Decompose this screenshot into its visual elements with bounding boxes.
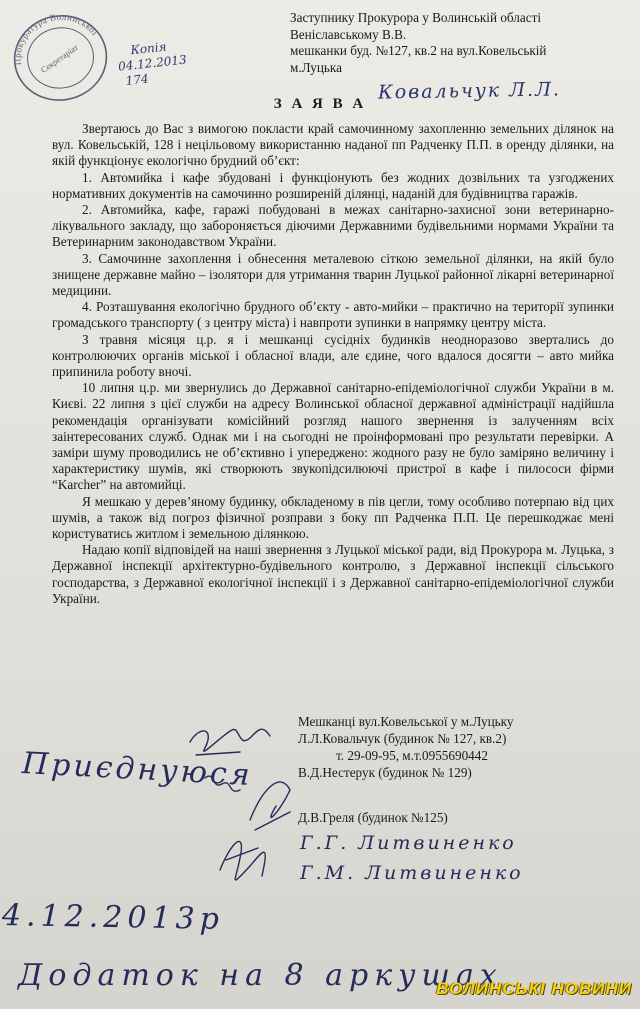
paragraph-attachments: Надаю копії відповідей на наші звернення з Луцької міської ради, від Прокурора м. Луцька, з Державної інспекції архітектурно-будівельного контролю, з Державної інспекції сільського господарства, з Державної екологічної інспекції і з Державної санітарно-епідеміологічної служби України. <box>52 542 614 606</box>
handwritten-applicant-name: Ковальчук Л.Л. <box>377 78 562 104</box>
stamp-note-number: 174 <box>124 71 150 88</box>
signatory-kovalchuk: Л.Л.Ковальчук (будинок № 127, кв.2) <box>298 731 507 746</box>
addressee-line-4: м.Луцька <box>290 59 342 75</box>
signatory-phones: т. 29-09-95, м.т.0955690442 <box>336 748 488 763</box>
document-title: З А Я В А <box>273 96 367 112</box>
paragraph-item-3: 3. Самочинне захоплення і обнесення металевою сіткою земельної ділянки, на якій було знищене державне майно – ізолятори для утримання тварин Луцької районної лікарні ветеринарної медицини. <box>52 250 614 299</box>
stamp-note <box>116 35 210 89</box>
signatory-grelya: Д.В.Греля (будинок №125) <box>298 810 448 825</box>
stamp-note-copy: Копія <box>129 39 168 58</box>
paragraph-intro: Звертаюсь до Вас з вимогою покласти край самочинному захопленню земельних ділянок на вул. Ковельській, 128 і нецільовому використанню наданої пп Радченку П.П. в оренду ділянки, на якій функціонує екологічно брудний об’єкт: <box>52 121 614 169</box>
document-body <box>52 121 614 607</box>
addressee-block <box>290 10 630 76</box>
paragraph-noise: Я мешкаю у дерев’яному будинку, обкладеному в пів цегли, тому особливо потерпаю від цих шумів, а також від погроз фізичної розправи з боку пп Радченка П.П. Це перешкоджає мені користуватись житлом і земельною ділянкою. <box>52 493 614 542</box>
handwritten-attachment-note: Додаток на 8 аркушах <box>18 958 503 993</box>
paragraph-item-1: 1. Автомийка і кафе збудовані і функціонують без жодних дозвільних та узгоджених нормативних документів на самочинно розширеній ділянці, наданій для будівництва гаражів. <box>52 169 614 201</box>
signature-scribble-4 <box>220 841 265 879</box>
stamp-ring-text: Прокуратура Волинської <box>12 11 101 66</box>
signatory-nesteruk: В.Д.Нестерук (будинок № 129) <box>298 765 472 780</box>
handwritten-litvinenko-2: Г.М. Литвиненко <box>300 862 524 884</box>
paragraph-item-4: 4. Розташування екологічно брудного об’єкту - авто-мийки – практично на території зупинки громадського транспорту ( з центру міста) і навпроти зупинки в напрямку центру міста. <box>52 299 614 331</box>
paragraph-sanitary-service: 10 липня ц.р. ми звернулись до Державної санітарно-епідеміологічної служби України в м. Києві. 22 липня з цієї служби на адресу Волинської обласної державної адміністрації надійшла рекомендація організувати комісійний розгляд нашого звернення із залученням всіх заінтересованих служб. Однак ми і на сьогодні не проінформовані про результати перевірки. А заміри шуму проводились не об’єктивно і упереджено: жодного разу не було заміряно величину і характеристику шумів, які створюють звукопідсилюючі пристрої в кафе і пилососи фірми “Karcher” на автомийці. <box>52 380 614 493</box>
handwritten-date: 4.12.2013р <box>1 898 225 937</box>
signatories-heading: Мешканці вул.Ковельської у м.Луцьку <box>298 714 514 729</box>
signature-block <box>298 713 618 781</box>
paragraph-item-2: 2. Автомийка, кафе, гаражі побудовані в межах санітарно-захисної зони ветеринарно-лікувального закладу, що забороняється діючими Державними будівельними нормами України та Ветеринарним законодавством України. <box>52 202 614 250</box>
news-watermark: ВОЛИНСЬКІ НОВИНИ <box>436 979 632 998</box>
addressee-line-2: Веніславському В.В. <box>290 26 407 42</box>
paragraph-appeals: З травня місяця ц.р. я і мешканці сусідніх будинків неодноразово звертались до контролюючих органів міської і обласної влади, але єдине, чого вдалося досягти – авто мийка припинила роботу вночі. <box>52 331 614 380</box>
stamp-note-date: 04.12.2013 <box>117 52 188 74</box>
signature-scribble-3 <box>250 782 290 830</box>
signature-scribble-1 <box>190 729 270 755</box>
stamp-center-text: Секретаріат <box>38 41 80 75</box>
handwritten-join-note: Приєднуюся <box>21 745 254 794</box>
addressee-line-1: Заступнику Прокурора у Волинській області <box>290 10 542 25</box>
handwritten-litvinenko-1: Г.Г. Литвиненко <box>300 832 517 854</box>
addressee-line-3: мешканки буд. №127, кв.2 на вул.Ковельській <box>290 43 547 58</box>
